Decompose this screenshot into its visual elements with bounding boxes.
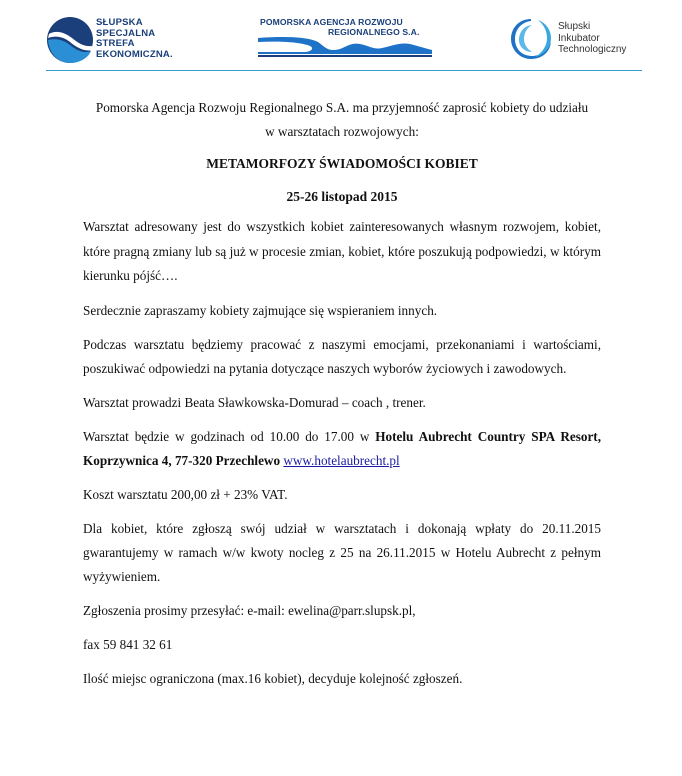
paragraph-venue (83, 425, 601, 473)
paragraph-capacity: Ilość miejsc ograniczona (max.16 kobiet), decyduje kolejność zgłoszeń. (83, 670, 463, 686)
sit-logo (508, 16, 668, 66)
sse-emblem-icon (46, 16, 94, 64)
sse-line-1: SŁUPSKA (96, 17, 143, 28)
parr-logo (256, 14, 432, 56)
parr-line-2: REGIONALNEGO S.A. (328, 27, 420, 37)
document-body (83, 96, 601, 691)
paragraph-program: Podczas warsztatu będziemy pracować z naszymi emocjami, przekonaniami i wartościami, poszukiwać odpowiedzi na pytania dotyczące naszych wyborów życiowych i zawodowych. (83, 336, 601, 376)
sit-line-1: Słupski (558, 21, 591, 32)
paragraph-registration-email: Zgłoszenia prosimy przesyłać: e-mail: ewelina@parr.slupsk.pl, (83, 602, 416, 618)
sit-logo-text (558, 21, 626, 56)
intro-line-1: Pomorska Agencja Rozwoju Regionalnego S.A. ma przyjemność zaprosić kobiety do udziału (95, 100, 589, 115)
paragraph-trainer: Warsztat prowadzi Beata Sławkowska-Domurad – coach , trener. (83, 394, 426, 410)
parr-line-1: POMORSKA AGENCJA ROZWOJU (260, 17, 403, 27)
event-date: 25-26 listopad 2015 (286, 189, 398, 204)
sse-line-3: STREFA (96, 38, 135, 49)
sit-line-3: Technologiczny (558, 44, 627, 55)
paragraph-fax: fax 59 841 32 61 (83, 636, 173, 652)
hotel-website-link[interactable]: www.hotelaubrecht.pl (283, 452, 400, 468)
venue-address: Hotelu Aubrecht Country SPA Resort, Koprzywnica 4, 77-320 Przechlewo (83, 428, 601, 468)
header-divider (46, 70, 642, 71)
sit-line-2: Inkubator (558, 32, 600, 44)
sse-logo (46, 16, 186, 64)
parr-wave-icon (256, 36, 432, 58)
paragraph-audience: Warsztat adresowany jest do wszystkich kobiet zainteresowanych własnym rozwojem, kobiet, które pragną zmiany lub są już w procesie zmian, kobiet, które poszukują podpowiedzi, w którym kierunku pójść…. (83, 219, 601, 283)
paragraph-cost: Koszt warsztatu 200,00 zł + 23% VAT. (83, 486, 288, 502)
paragraph-accommodation: Dla kobiet, które zgłoszą swój udział w warsztatach i dokonają wpłaty do 20.11.2015 gwarantujemy w ramach w/w kwoty nocleg z 25 na 26.11.2015 w Hotelu Aubrecht z pełnym wyżywieniem. (83, 520, 601, 584)
event-title: METAMORFOZY ŚWIADOMOŚCI KOBIET (206, 156, 478, 171)
venue-hours: Warsztat będzie w godzinach od 10.00 do 17.00 w (83, 428, 376, 444)
sse-line-4: EKONOMICZNA. (96, 48, 173, 60)
sse-logo-text (96, 18, 173, 60)
paragraph-invitation: Serdecznie zapraszamy kobiety zajmujące się wspieraniem innych. (83, 302, 438, 318)
header-logos (0, 0, 682, 75)
sse-line-2: SPECJALNA (96, 27, 156, 39)
sit-swirl-icon (508, 16, 554, 62)
intro-line-2: w warsztatach rozwojowych: (265, 124, 419, 139)
